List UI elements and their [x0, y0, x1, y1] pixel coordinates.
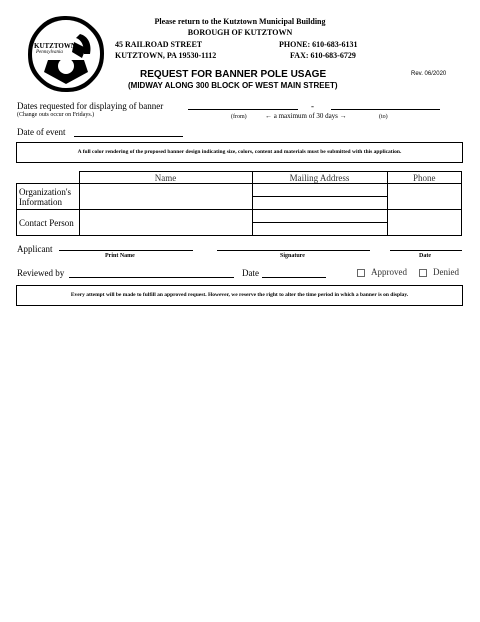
approved-checkbox[interactable]: [357, 269, 365, 277]
header-phone: Phone: [387, 172, 462, 184]
org-name-cell[interactable]: [79, 184, 252, 210]
street-address: 45 RAILROAD STREET: [115, 40, 203, 49]
dates-requested-label: Dates requested for displaying of banner: [17, 101, 164, 111]
rendering-notice-text: A full color rendering of the proposed banner design indicating size, colors, content and materials must be submitted with this application.: [77, 149, 402, 155]
to-label: (to): [379, 114, 388, 120]
applicant-signature-field[interactable]: [217, 250, 370, 251]
approved-label: Approved: [371, 267, 407, 277]
contact-phone-cell[interactable]: [387, 210, 462, 236]
header-empty: [17, 172, 80, 184]
org-label-text: Organization's Information: [19, 186, 71, 207]
contact-address-cell-1[interactable]: [252, 210, 387, 223]
signature-caption: Signature: [280, 253, 305, 259]
header-name: Name: [79, 172, 252, 184]
contact-name-cell[interactable]: [79, 210, 252, 236]
date-dash: -: [311, 101, 314, 111]
borough-name: BOROUGH OF KUTZTOWN: [187, 28, 293, 37]
reviewed-by-field[interactable]: [69, 277, 234, 278]
max-days-note: ← a maximum of 30 days →: [265, 112, 347, 120]
denied-option[interactable]: [419, 267, 459, 277]
date-to-field[interactable]: [331, 109, 440, 110]
logo-text: KUTZTOWN: [34, 42, 76, 50]
reviewed-date-label: Date: [242, 268, 259, 278]
org-address-cell-1[interactable]: [252, 184, 387, 197]
organization-table: [16, 171, 462, 236]
denied-checkbox[interactable]: [419, 269, 427, 277]
org-phone-cell[interactable]: [387, 184, 462, 210]
applicant-date-field[interactable]: [390, 250, 462, 251]
reviewed-by-label: Reviewed by: [17, 268, 65, 278]
print-name-caption: Print Name: [105, 253, 135, 259]
change-out-note: (Change outs occur on Fridays.): [17, 112, 95, 118]
contact-address-cell-2[interactable]: [252, 223, 387, 236]
header-mailing-address: Mailing Address: [252, 172, 387, 184]
org-row-label: [17, 184, 80, 210]
revision-date: Rev. 06/2020: [411, 71, 447, 77]
event-date-label: Date of event: [17, 127, 66, 137]
approved-option[interactable]: [357, 267, 407, 277]
borough-logo: [26, 14, 106, 94]
denied-label: Denied: [433, 267, 459, 277]
date-from-field[interactable]: [188, 109, 298, 110]
footer-notice-text: Every attempt will be made to fulfill an approved request. However, we reserve the right to alter the time period in which a banner is on display.: [70, 292, 409, 298]
form-subtitle: (MIDWAY ALONG 300 BLOCK OF WEST MAIN STREET): [128, 81, 338, 90]
applicant-label: Applicant: [17, 244, 53, 254]
fax-number: FAX: 610-683-6729: [290, 51, 356, 60]
applicant-print-name-field[interactable]: [59, 250, 193, 251]
contact-label-text: Contact Person: [19, 217, 74, 228]
contact-row-label: [17, 210, 80, 236]
logo-subtext: Pennsylvania: [36, 50, 63, 55]
event-date-field[interactable]: [74, 136, 183, 137]
reviewed-date-field[interactable]: [262, 277, 326, 278]
city-address: KUTZTOWN, PA 19530-1112: [115, 51, 217, 60]
phone-number: PHONE: 610-683-6131: [279, 40, 358, 49]
org-address-cell-2[interactable]: [252, 197, 387, 210]
return-instruction: Please return to the Kutztown Municipal Building: [154, 17, 326, 26]
footer-notice-box: [16, 285, 463, 306]
rendering-notice-box: [16, 142, 463, 163]
date-caption: Date: [419, 253, 431, 259]
form-title: REQUEST FOR BANNER POLE USAGE: [140, 69, 327, 80]
from-label: (from): [231, 114, 247, 120]
